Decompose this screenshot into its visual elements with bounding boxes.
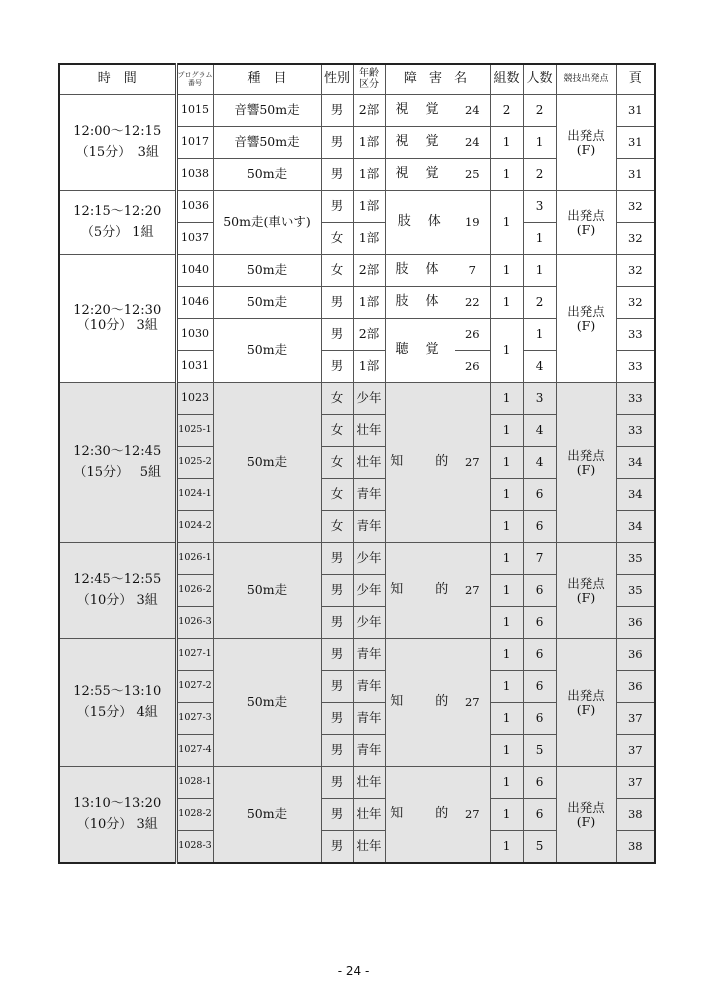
groups-count: 1: [490, 191, 523, 255]
program-number: 1026-1: [176, 543, 213, 575]
age-class: 青年: [353, 703, 385, 735]
program-number: 1028-3: [176, 831, 213, 864]
page-ref: 33: [616, 415, 655, 447]
age-class: 青年: [353, 671, 385, 703]
age-class: 2部: [353, 95, 385, 127]
sex: 男: [321, 607, 353, 639]
sex: 男: [321, 127, 353, 159]
page-ref: 31: [616, 127, 655, 159]
age-class: 1部: [353, 159, 385, 191]
people-count: 6: [523, 511, 556, 543]
sex: 女: [321, 255, 353, 287]
disability: 聴 覚: [385, 319, 455, 383]
people-count: 6: [523, 703, 556, 735]
start-point-code: (F): [576, 317, 596, 333]
start-point: [556, 639, 616, 767]
program-number: 1024-1: [176, 479, 213, 511]
people-count: 3: [523, 383, 556, 415]
table-row: [59, 383, 655, 415]
groups-count: 1: [490, 799, 523, 831]
start-point: [556, 95, 616, 191]
age-class: 少年: [353, 383, 385, 415]
people-count: 5: [523, 831, 556, 864]
event-name: 50m走(車いす): [213, 191, 321, 255]
header-page: 頁: [616, 64, 655, 95]
time-range: 12:20～12:30: [73, 302, 162, 318]
disability-code: 7: [455, 255, 490, 287]
start-point-label: 出発点: [567, 208, 605, 224]
disability-code: 27: [455, 383, 490, 543]
program-number: 1025-1: [176, 415, 213, 447]
age-class: 青年: [353, 735, 385, 767]
time-duration: （10分） 3組: [76, 816, 158, 832]
sex: 男: [321, 671, 353, 703]
age-class: 少年: [353, 575, 385, 607]
table-row: [59, 95, 655, 127]
table-row: [59, 191, 655, 223]
header-program-no-line1: プログラム: [177, 70, 213, 79]
people-count: 2: [523, 159, 556, 191]
sex: 男: [321, 543, 353, 575]
sex: 男: [321, 319, 353, 351]
start-point-label: 出発点: [567, 800, 605, 816]
disability-code: 25: [455, 159, 490, 191]
disability: 視 覚: [385, 159, 455, 191]
groups-count: 1: [490, 671, 523, 703]
disability: 知 的: [385, 543, 455, 639]
sex: 男: [321, 799, 353, 831]
start-point-code: (F): [576, 141, 596, 157]
page-ref: 32: [616, 287, 655, 319]
page-ref: 33: [616, 319, 655, 351]
start-point-code: (F): [576, 589, 596, 605]
groups-count: 1: [490, 319, 523, 383]
sex: 男: [321, 351, 353, 383]
groups-count: 1: [490, 607, 523, 639]
disability: 視 覚: [385, 95, 455, 127]
disability-code: 26: [455, 319, 490, 351]
disability-code: 27: [455, 543, 490, 639]
age-class: 壮年: [353, 767, 385, 799]
event-name: 50m走: [213, 159, 321, 191]
disability: 視 覚: [385, 127, 455, 159]
age-class: 壮年: [353, 799, 385, 831]
page-ref: 34: [616, 447, 655, 479]
time-range: 12:30～12:45: [73, 443, 162, 459]
disability: 知 的: [385, 383, 455, 543]
people-count: 6: [523, 607, 556, 639]
event-name: 音響50m走: [213, 95, 321, 127]
people-count: 2: [523, 95, 556, 127]
page-ref: 37: [616, 735, 655, 767]
people-count: 6: [523, 479, 556, 511]
page-ref: 36: [616, 607, 655, 639]
header-people: 人数: [523, 64, 556, 95]
start-point: [556, 543, 616, 639]
page-ref: 33: [616, 383, 655, 415]
groups-count: 1: [490, 479, 523, 511]
page-ref: 31: [616, 95, 655, 127]
program-number: 1027-1: [176, 639, 213, 671]
sex: 男: [321, 287, 353, 319]
age-class: 1部: [353, 287, 385, 319]
people-count: 1: [523, 127, 556, 159]
age-class: 壮年: [353, 447, 385, 479]
sex: 男: [321, 159, 353, 191]
groups-count: 1: [490, 703, 523, 735]
table-row: [59, 543, 655, 575]
sex: 女: [321, 415, 353, 447]
groups-count: 1: [490, 415, 523, 447]
people-count: 6: [523, 767, 556, 799]
people-count: 3: [523, 191, 556, 223]
start-point-label: 出発点: [567, 688, 605, 704]
event-name: 音響50m走: [213, 127, 321, 159]
program-number: 1026-3: [176, 607, 213, 639]
sex: 男: [321, 831, 353, 864]
start-point: [556, 255, 616, 383]
time-range: 12:45～12:55: [73, 571, 162, 587]
time-slot-cell: [59, 383, 176, 543]
disability-code: 24: [455, 127, 490, 159]
header-program-no-line2: 番号: [188, 78, 202, 87]
sex: 男: [321, 575, 353, 607]
age-class: 青年: [353, 511, 385, 543]
time-duration: （10分） 3組: [76, 592, 158, 608]
header-groups: 組数: [490, 64, 523, 95]
disability-code: 22: [455, 287, 490, 319]
page-ref: 31: [616, 159, 655, 191]
program-number: 1038: [176, 159, 213, 191]
age-class: 少年: [353, 607, 385, 639]
people-count: 1: [523, 319, 556, 351]
sex: 男: [321, 95, 353, 127]
time-duration: （5分） 1組: [80, 224, 154, 240]
sex: 女: [321, 447, 353, 479]
age-class: 2部: [353, 319, 385, 351]
event-name: 50m走: [213, 255, 321, 287]
time-range: 12:00～12:15: [73, 123, 162, 139]
groups-count: 1: [490, 767, 523, 799]
disability: 知 的: [385, 639, 455, 767]
start-point-code: (F): [576, 221, 596, 237]
program-number: 1015: [176, 95, 213, 127]
time-duration: （10分） 3組: [76, 317, 158, 333]
event-name: 50m走: [213, 767, 321, 864]
sex: 女: [321, 223, 353, 255]
people-count: 6: [523, 575, 556, 607]
page-ref: 33: [616, 351, 655, 383]
time-duration: （15分） 4組: [76, 704, 158, 720]
header-start-point: 競技出発点: [556, 64, 616, 95]
header-sex: 性別: [321, 64, 353, 95]
people-count: 4: [523, 351, 556, 383]
sex: 男: [321, 735, 353, 767]
people-count: 7: [523, 543, 556, 575]
time-slot-cell: [59, 767, 176, 864]
start-point-code: (F): [576, 813, 596, 829]
event-name: 50m走: [213, 383, 321, 543]
page-ref: 35: [616, 575, 655, 607]
age-class: 1部: [353, 223, 385, 255]
start-point: [556, 191, 616, 255]
people-count: 1: [523, 255, 556, 287]
header-time: 時 間: [59, 64, 176, 95]
sex: 女: [321, 479, 353, 511]
page-ref: 35: [616, 543, 655, 575]
event-name: 50m走: [213, 287, 321, 319]
start-point-label: 出発点: [567, 304, 605, 320]
program-number: 1025-2: [176, 447, 213, 479]
program-number: 1031: [176, 351, 213, 383]
time-range: 13:10～13:20: [73, 795, 162, 811]
header-age-line1: 年齢: [359, 68, 379, 79]
sex: 女: [321, 383, 353, 415]
page-ref: 36: [616, 639, 655, 671]
program-number: 1037: [176, 223, 213, 255]
people-count: 6: [523, 799, 556, 831]
sex: 女: [321, 511, 353, 543]
page-ref: 34: [616, 479, 655, 511]
page-ref: 32: [616, 223, 655, 255]
table-row: [59, 255, 655, 287]
groups-count: 1: [490, 447, 523, 479]
disability: 肢 体: [385, 287, 455, 319]
disability: 肢 体: [385, 255, 455, 287]
groups-count: 1: [490, 127, 523, 159]
page-ref: 32: [616, 191, 655, 223]
groups-count: 1: [490, 543, 523, 575]
groups-count: 1: [490, 831, 523, 864]
people-count: 2: [523, 287, 556, 319]
people-count: 1: [523, 223, 556, 255]
program-number: 1028-2: [176, 799, 213, 831]
age-class: 青年: [353, 479, 385, 511]
start-point-label: 出発点: [567, 576, 605, 592]
groups-count: 1: [490, 639, 523, 671]
disability-code: 26: [455, 351, 490, 383]
program-number: 1046: [176, 287, 213, 319]
groups-count: 1: [490, 383, 523, 415]
header-program-no: [176, 64, 213, 95]
time-slot-cell: [59, 255, 176, 383]
program-number: 1017: [176, 127, 213, 159]
age-class: 1部: [353, 191, 385, 223]
disability-code: 24: [455, 95, 490, 127]
program-number: 1036: [176, 191, 213, 223]
sex: 男: [321, 639, 353, 671]
start-point-label: 出発点: [567, 448, 605, 464]
time-slot-cell: [59, 543, 176, 639]
program-number: 1030: [176, 319, 213, 351]
start-point: [556, 767, 616, 864]
age-class: 1部: [353, 127, 385, 159]
page-ref: 37: [616, 703, 655, 735]
time-duration: （15分） 3組: [75, 144, 159, 160]
program-number: 1027-3: [176, 703, 213, 735]
program-number: 1027-4: [176, 735, 213, 767]
time-range: 12:15～12:20: [73, 203, 162, 219]
program-number: 1026-2: [176, 575, 213, 607]
sex: 男: [321, 703, 353, 735]
page-number: - 24 -: [337, 964, 370, 978]
age-class: 2部: [353, 255, 385, 287]
time-slot-cell: [59, 639, 176, 767]
time-range: 12:55～13:10: [73, 683, 162, 699]
age-class: 1部: [353, 351, 385, 383]
disability: 肢 体: [385, 191, 455, 255]
disability-code: 19: [455, 191, 490, 255]
start-point-code: (F): [576, 701, 596, 717]
page-ref: 32: [616, 255, 655, 287]
program-number: 1023: [176, 383, 213, 415]
groups-count: 1: [490, 735, 523, 767]
time-duration: （15分） 5組: [73, 464, 161, 480]
sex: 男: [321, 767, 353, 799]
time-slot-cell: [59, 95, 176, 191]
people-count: 4: [523, 447, 556, 479]
page-ref: 36: [616, 671, 655, 703]
start-point: [556, 383, 616, 543]
sex: 男: [321, 191, 353, 223]
people-count: 6: [523, 671, 556, 703]
program-number: 1024-2: [176, 511, 213, 543]
groups-count: 1: [490, 255, 523, 287]
event-name: 50m走: [213, 543, 321, 639]
program-number: 1027-2: [176, 671, 213, 703]
groups-count: 1: [490, 287, 523, 319]
age-class: 少年: [353, 543, 385, 575]
header-row: [59, 64, 655, 95]
page-ref: 34: [616, 511, 655, 543]
page-ref: 38: [616, 799, 655, 831]
header-disability: 障 害 名: [385, 64, 490, 95]
event-name: 50m走: [213, 319, 321, 383]
age-class: 壮年: [353, 831, 385, 864]
people-count: 4: [523, 415, 556, 447]
groups-count: 1: [490, 159, 523, 191]
people-count: 5: [523, 735, 556, 767]
disability-code: 27: [455, 639, 490, 767]
event-name: 50m走: [213, 639, 321, 767]
groups-count: 1: [490, 575, 523, 607]
table-row: [59, 639, 655, 671]
start-point-code: (F): [576, 461, 596, 477]
age-class: 青年: [353, 639, 385, 671]
table-row: [59, 767, 655, 799]
groups-count: 1: [490, 511, 523, 543]
header-age-class: [353, 64, 385, 95]
schedule-table: [58, 63, 656, 864]
program-number: 1028-1: [176, 767, 213, 799]
header-age-line2: 区分: [359, 78, 379, 90]
start-point-label: 出発点: [567, 128, 605, 144]
header-event: 種 目: [213, 64, 321, 95]
page-ref: 37: [616, 767, 655, 799]
disability: 知 的: [385, 767, 455, 864]
time-slot-cell: [59, 191, 176, 255]
page-ref: 38: [616, 831, 655, 864]
people-count: 6: [523, 639, 556, 671]
program-number: 1040: [176, 255, 213, 287]
age-class: 壮年: [353, 415, 385, 447]
disability-code: 27: [455, 767, 490, 864]
groups-count: 2: [490, 95, 523, 127]
